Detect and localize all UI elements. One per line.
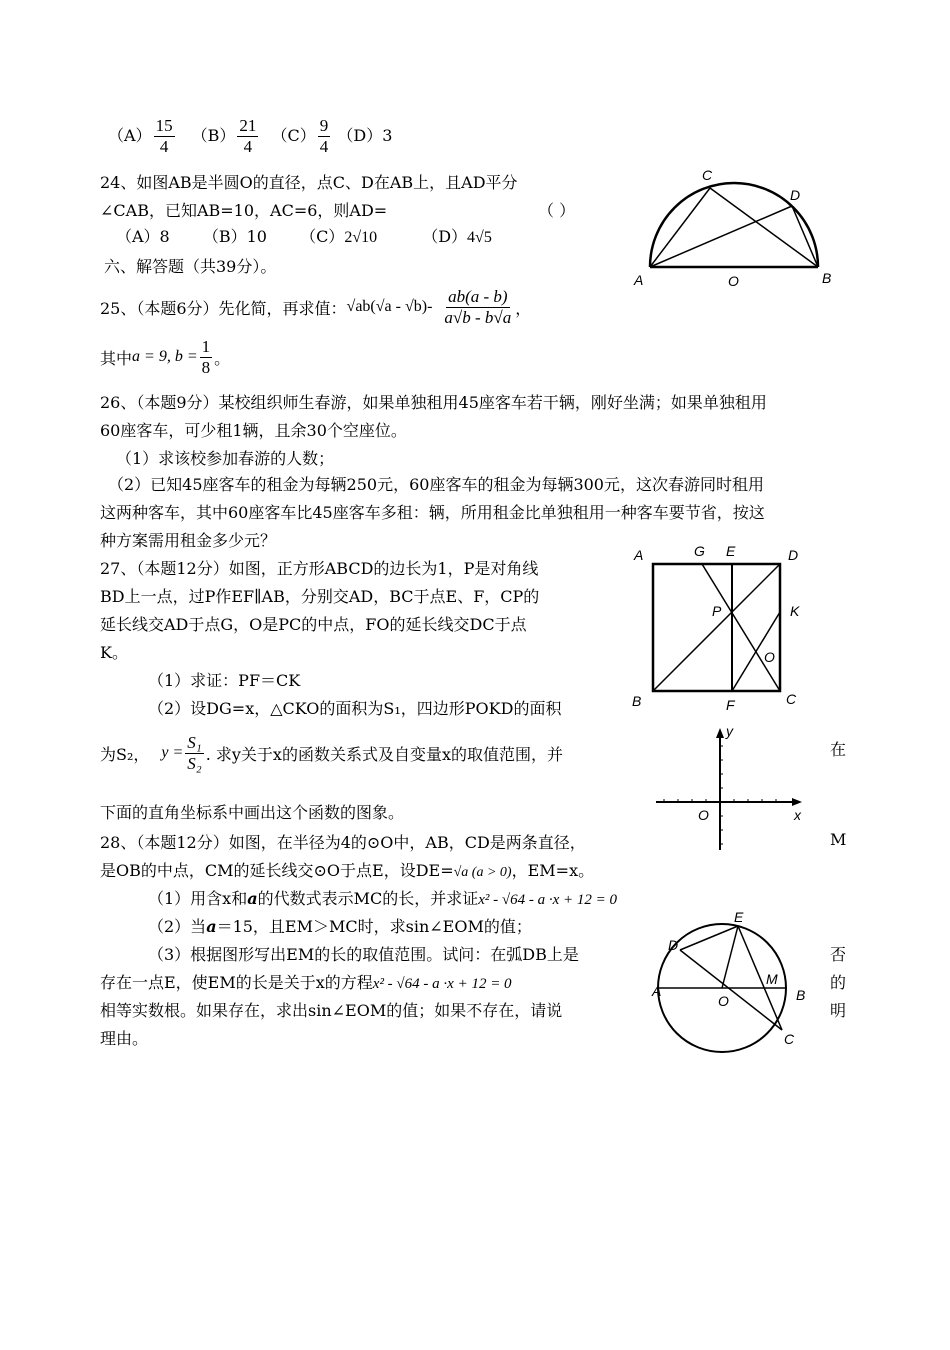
q24-option-a: （A）8 — [116, 227, 170, 246]
q26-line2: 60座客车，可少租1辆，且余30个空座位。 — [100, 421, 407, 440]
q28-sub3-line1: （3）根据图形写出EM的长的取值范围。试问：在弧DB上是 — [148, 945, 579, 964]
label-k: K — [790, 603, 800, 619]
q28-sub3-line3-end: 明 — [830, 1001, 847, 1020]
segment-ad — [650, 206, 792, 267]
q27-line3: 延长线交AD于点G，O是PC的中点，FO的延长线交DC于点 — [100, 615, 527, 634]
q25-expression: √ab(√a - √b)- — [346, 298, 433, 315]
answer-blank: （ ） — [538, 201, 576, 220]
label-b: B — [822, 270, 832, 286]
q28-sub3-line3: 相等实数根。如果存在，求出sin∠EOM的值；如果不存在，请说 — [100, 1001, 563, 1020]
q24-line1: 24、如图AB是半圆O的直径，点C、D在AB上，且AD平分 — [100, 173, 518, 192]
label-m: M — [766, 971, 778, 987]
q24-line2: ∠CAB，已知AB=10，AC=6，则AD= （ ） — [100, 198, 387, 221]
label-o: O — [764, 649, 775, 665]
q27-line2: BD上一点，过P作EF∥AB，分别交AD，BC于点E、F，CP的 — [100, 587, 540, 606]
q28-sub3-line2-end: 的 — [830, 973, 847, 992]
label-a: A — [652, 983, 662, 999]
q27-sub2-line2-end: 在 — [830, 740, 847, 759]
label-a: A — [634, 272, 644, 288]
figure-coordinate-axes — [654, 720, 810, 852]
option-b-label: （B） — [191, 126, 236, 145]
label-c: C — [702, 167, 713, 183]
segment-de — [680, 926, 738, 950]
q26-line1: 26、（本题9分）某校组织师生春游，如果单独租用45座客车若干辆，刚好坐满；如果单独租用 — [100, 393, 767, 412]
q28-sub1: （1）用含x和a的代数式表示MC的长，并求证x² - √64 - a ·x + 12 = 0 — [148, 889, 618, 908]
label-y: y — [726, 723, 733, 739]
q24-option-d-math: 4√5 — [467, 229, 492, 246]
q28-de-expression: √a (a > 0) — [453, 865, 512, 880]
segment-gc — [702, 564, 780, 691]
option-a-label: （A） — [108, 126, 152, 145]
q28-equation: x² - √64 - a ·x + 12 = 0 — [478, 892, 618, 908]
label-b: B — [632, 693, 642, 709]
y-arrow — [716, 728, 724, 738]
q24-option-c: （C） — [300, 227, 345, 246]
q27-sub2-line1: （2）设DG=x，△CKO的面积为S₁，四边形POKD的面积 — [148, 699, 562, 718]
q28-sub3-equation: x² - √64 - a ·x + 12 = 0 — [372, 976, 512, 992]
q24-option-b: （B）10 — [202, 227, 267, 246]
q26-sub2-line3: 种方案需用租金多少元？ — [100, 531, 277, 550]
label-e: E — [734, 909, 744, 925]
q27-line4: K。 — [100, 643, 128, 662]
label-origin: O — [698, 807, 709, 823]
q24-option-c-math: 2√10 — [344, 229, 378, 246]
q28-sub3-line2: 存在一点E，使EM的长是关于x的方程x² - √64 - a ·x + 12 = 0 — [100, 973, 512, 992]
label-b: B — [796, 987, 806, 1003]
q27-line1: 27、（本题12分）如图，正方形ABCD的边长为1，P是对角线 — [100, 559, 539, 578]
label-e: E — [726, 543, 736, 559]
option-d-label: （D）3 — [337, 126, 393, 145]
label-a: A — [634, 547, 644, 563]
label-o: O — [718, 993, 729, 1009]
label-g: G — [694, 543, 705, 559]
label-c: C — [784, 1031, 795, 1047]
figure-circle — [654, 910, 822, 1056]
q23-options — [108, 116, 392, 157]
q25-line1: 25、（本题6分）先化简，再求值： √ab(√a - √b)- $\frac{ab(a - b)}{a√b - b√a}$ ， — [100, 286, 532, 327]
q28-line2: 是OB的中点，CM的延长线交⊙O于点E，设DE=√a (a > 0)，EM=x。 — [100, 861, 595, 880]
figure-semicircle — [628, 162, 840, 292]
section-title: 六、解答题（共39分）。 — [104, 257, 277, 276]
label-f: F — [726, 697, 735, 713]
q27-sub2-line2: 为S₂， y = $\frac{\text{S₁}}{\text{S₂}}$ . 求y关于x的函数关系式及自变量x的取值范围，并 — [100, 732, 563, 773]
q28-sub3-line4: 理由。 — [100, 1029, 149, 1048]
q24-options — [116, 224, 492, 247]
label-d: D — [668, 937, 679, 953]
q28-sub3-line1-end: 否 — [830, 945, 847, 964]
label-o: O — [728, 273, 739, 289]
q28-line1-end: M — [830, 830, 847, 849]
q27-s-fraction: $\frac{\text{S₁}}{\text{S₂}}$ — [187, 732, 202, 773]
q28-sub2: （2）当a＝15，且EM＞MC时，求sin∠EOM的值； — [148, 917, 532, 936]
q26-sub1: （1）求该校参加春游的人数； — [116, 449, 335, 468]
diagonal-bd — [653, 564, 780, 691]
q25-fraction: $\frac{ab(a - b)}{a√b - b√a}$ — [444, 286, 512, 327]
label-d: D — [788, 547, 799, 563]
label-x: x — [794, 807, 801, 823]
q25-line2: 其中 a = 9, b = $\frac{1}{8}$ 。 — [100, 336, 231, 377]
q27-sub2-line3: 下面的直角坐标系中画出这个函数的图象。 — [100, 803, 405, 822]
option-a-fraction: $\frac{15}{4}$ — [155, 116, 173, 156]
q27-sub1: （1）求证：PF＝CK — [148, 671, 301, 690]
q25-values: a = 9, b = — [132, 348, 198, 365]
q26-sub2-line1: （2）已知45座客车的租金为每辆250元，60座客车的租金为每辆300元，这次春游同时租用 — [108, 475, 764, 494]
diameter-dc — [680, 950, 782, 1030]
label-d: D — [790, 187, 801, 203]
segment-eo — [722, 926, 738, 988]
q25-b-fraction: $\frac{1}{8}$ — [201, 336, 211, 377]
option-c-fraction: $\frac{9}{4}$ — [319, 116, 329, 156]
q26-sub2-line2: 这两种客车，其中60座客车比45座客车多租：辆，所用租金比单独租用一种客车要节省，按这 — [100, 503, 765, 522]
label-p: P — [712, 603, 722, 619]
option-b-fraction: $\frac{21}{4}$ — [239, 116, 257, 156]
label-c: C — [786, 691, 797, 707]
x-arrow — [792, 798, 802, 806]
q24-option-d: （D） — [422, 227, 468, 246]
option-c-label: （C） — [271, 126, 316, 145]
q28-line1: 28、（本题12分）如图，在半径为4的⊙O中，AB，CD是两条直径， — [100, 833, 586, 852]
figure-square — [626, 540, 810, 712]
